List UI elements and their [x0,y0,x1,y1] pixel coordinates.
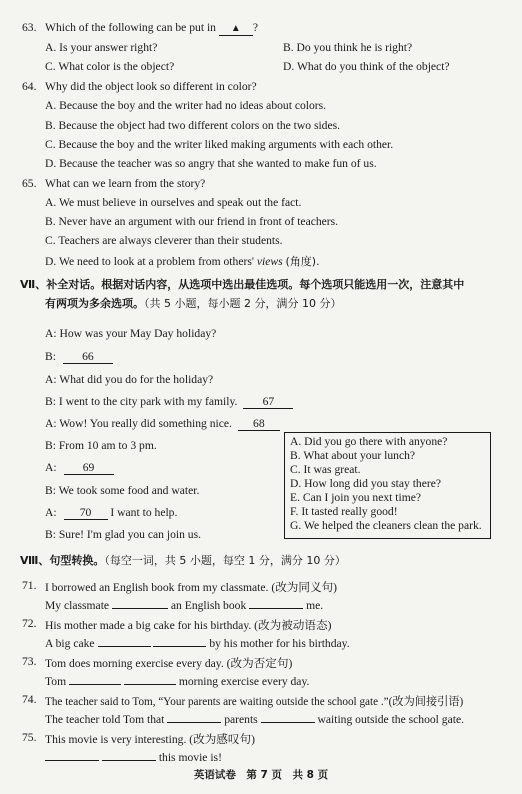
dialogue-text: A: [45,506,57,519]
option-item: F. It tasted really good! [290,505,398,518]
option-italic: views [256,255,283,268]
answer-blank[interactable] [69,674,121,685]
answer-text: by his mother for his birthday. [209,637,350,650]
option-item: G. We helped the cleaners clean the park. [290,519,482,532]
question-number: 73. [22,655,37,668]
dialogue-text: B: [45,350,56,363]
option-item: E. Can I join you next time? [290,491,422,504]
option-c: C. What color is the object? [45,60,175,73]
answer-text: My classmate [45,599,110,612]
question-number: 71. [22,579,37,592]
question-number: 72. [22,617,37,630]
dialogue-line [45,350,113,364]
answer-text: me. [306,599,324,612]
question-number: 64. [22,80,37,93]
section-roman: Ⅷ、 [20,554,50,567]
dialogue-line [45,417,280,431]
answer-blank[interactable] [98,636,151,647]
dialogue-line [45,461,114,475]
option-d: D. Because the teacher was so angry that she wanted to make fun of us. [45,157,377,170]
option-text: (角度). [285,255,320,268]
answer-text: parents [224,713,258,726]
stem-text: Which of the following can be put in [45,21,216,34]
triangle-icon: ▲ [230,23,241,34]
answer-line [45,598,323,612]
answer-blank[interactable] [112,598,168,609]
answer-blank[interactable] [124,674,176,685]
answer-blank[interactable]: 67 [243,396,293,409]
dialogue-line: B: We took some food and water. [45,484,200,497]
dialogue-line: B: Sure! I'm glad you can join us. [45,528,202,541]
section-roman: Ⅶ、 [20,278,47,291]
answer-line [45,712,464,726]
question-number: 63. [22,21,37,34]
answer-text: morning exercise every day. [178,675,310,688]
answer-line [45,750,222,764]
question-stem: What can we learn from the story? [45,177,206,190]
option-c: C. Because the boy and the writer liked making arguments with each other. [45,138,394,151]
answer-blank[interactable] [167,712,221,723]
answer-text: A big cake [45,637,95,650]
option-a: A. We must believe in ourselves and speak out the fact. [45,196,302,209]
stem-text: ? [252,21,259,34]
answer-text: waiting outside the school gate. [317,713,465,726]
answer-blank[interactable]: 70 [64,507,108,520]
section-scoring: （共 5 小题，每小题 2 分，满分 10 分） [144,297,342,310]
option-a: A. Because the boy and the writer had no ideas about colors. [45,99,327,112]
option-item: A. Did you go there with anyone? [290,435,448,448]
section-title [20,276,464,292]
option-d [45,253,320,269]
answer-blank[interactable] [102,750,156,761]
answer-blank[interactable] [249,598,303,609]
option-item: B. What about your lunch? [290,449,416,462]
section-title-text: 句型转换。 [49,554,105,567]
dialogue-line: A: How was your May Day holiday? [45,327,217,340]
question-stem: His mother made a big cake for his birthday. (改为被动语态) [45,619,332,632]
dialogue-line: B: From 10 am to 3 pm. [45,439,157,452]
answer-blank[interactable]: 69 [64,462,114,475]
dialogue-line [45,395,293,409]
section-scoring: （每空一词，共 5 小题，每空 1 分，满分 10 分） [104,554,346,567]
question-stem: This movie is very interesting. (改为感叹句) [45,733,255,746]
option-a: A. Is your answer right? [45,41,158,54]
dialogue-text: A: [45,461,57,474]
answer-blank[interactable] [261,712,315,723]
section-title [20,552,346,568]
option-c: C. Teachers are always cleverer than their students. [45,234,283,247]
question-stem [45,21,258,36]
page-footer: 英语试卷 第 7 页 共 8 页 [193,769,329,781]
section-title-line2 [45,295,341,311]
question-stem: I borrowed an English book from my classmate. (改为同义句) [45,581,338,594]
section-title-text: 补全对话。根据对话内容，从选项中选出最佳选项。每个选项只能选用一次，注意其中 [46,278,465,291]
answer-text: this movie is! [158,751,222,764]
question-stem: Tom does morning exercise every day. (改为否定句) [45,657,293,670]
question-number: 75. [22,731,37,744]
answer-blank[interactable]: 68 [238,418,280,431]
dialogue-line [45,506,177,520]
question-number: 74. [22,693,37,706]
question-stem: Why did the object look so different in color? [45,80,257,93]
option-b: B. Never have an argument with our friend in front of teachers. [45,215,339,228]
answer-blank[interactable] [153,636,206,647]
answer-line [45,636,350,650]
dialogue-text: B: I went to the city park with my family. [45,395,238,408]
dialogue-text: I want to help. [110,506,178,519]
option-item: C. It was great. [290,463,361,476]
option-d: D. What do you think of the object? [283,60,450,73]
section-title-text: 有两项为多余选项。 [45,297,144,310]
dialogue-line: A: What did you do for the holiday? [45,373,214,386]
answer-text: The teacher told Tom that [45,713,165,726]
answer-blank[interactable] [45,750,99,761]
answer-text: an English book [170,599,247,612]
dialogue-text: A: Wow! You really did something nice. [45,417,232,430]
options-box [284,432,491,539]
answer-text: Tom [45,675,67,688]
option-b: B. Do you think he is right? [283,41,413,54]
question-number: 65. [22,177,37,190]
option-b: B. Because the object had two different colors on the two sides. [45,119,341,132]
answer-blank[interactable]: 66 [63,351,113,364]
answer-line [45,674,309,688]
question-stem: The teacher said to Tom, “Your parents are waiting outside the school gate .”(改为间接引语) [45,696,464,708]
option-item: D. How long did you stay there? [290,477,442,490]
answer-blank [219,22,253,36]
option-text: D. We need to look at a problem from others' [45,255,254,268]
